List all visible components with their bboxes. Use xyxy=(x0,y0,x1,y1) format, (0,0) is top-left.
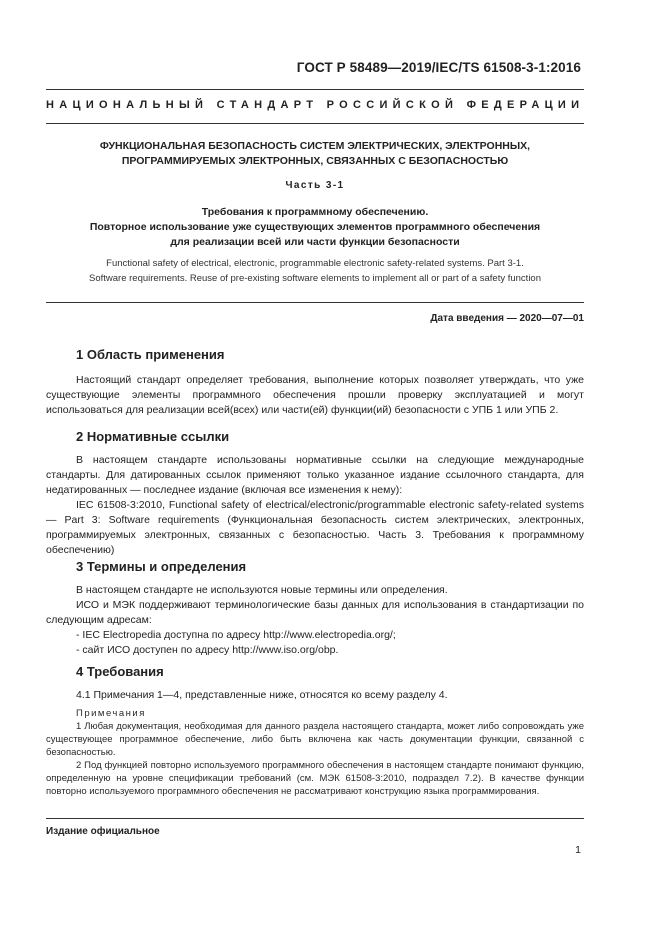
document-title xyxy=(46,139,584,169)
note-2: 2 Под функцией повторно используемого программного обеспечения в настоящем стандарте понимают функцию, определенную на уровне спецификации требований (см. МЭК 61508-3:2010, подраздел 7.2). В качестве функции повторно используемого программного обеспечения не рассматривают конструкцию языка программирования. xyxy=(46,760,584,797)
official-edition-label: Издание официальное xyxy=(46,826,160,837)
english-title-line-2: Software requirements. Reuse of pre-existing software elements to implement all or part of a safety function xyxy=(89,273,541,284)
notes-title: Примечания xyxy=(76,708,146,719)
header-rule-top xyxy=(46,89,584,90)
page-number: 1 xyxy=(575,844,581,856)
section-3-text xyxy=(46,583,584,658)
introduction-date: Дата введения — 2020—07—01 xyxy=(430,313,584,324)
document-subtitle xyxy=(46,205,584,250)
note-1: 1 Любая документация, необходимая для данного раздела настоящего стандарта, может либо сопровождать уже существующее программное обеспечение, либо быть включена как часть документации функции, связанной с безопасностью. xyxy=(46,721,584,758)
national-standard-banner: НАЦИОНАЛЬНЫЙ СТАНДАРТ РОССИЙСКОЙ ФЕДЕРАЦИИ xyxy=(46,99,585,111)
part-label: Часть 3-1 xyxy=(285,180,345,191)
section-1-paragraph: Настоящий стандарт определяет требования, выполнение которых позволяет утверждать, что уже существующие элементы программного обеспечения прошли проверку эксплуатацией и могут использоваться для реализации всей(всех) или части(ей) функции(ий) безопасности с УПБ 1 или УПБ 2. xyxy=(46,374,584,416)
english-title-line-1: Functional safety of electrical, electronic, programmable electronic safety-related systems. Part 3-1. xyxy=(106,258,524,269)
title-rule xyxy=(46,302,584,303)
section-3-paragraph-2: ИСО и МЭК поддерживают терминологические базы данных для использования в стандартизации по следующим адресам: xyxy=(46,599,584,626)
section-1-text xyxy=(46,373,584,418)
standard-number: ГОСТ Р 58489—2019/IEC/TS 61508-3-1:2016 xyxy=(296,60,581,75)
bullet-iso-obp: - сайт ИСО доступен по адресу http://www.iso.org/obp. xyxy=(76,644,339,656)
section-4-text xyxy=(46,688,584,703)
section-2-heading: 2 Нормативные ссылки xyxy=(76,429,230,444)
subtitle-line-1: Требования к программному обеспечению. xyxy=(201,206,429,218)
footer-rule xyxy=(46,818,584,819)
notes-block xyxy=(46,707,584,798)
section-3-paragraph-1: В настоящем стандарте не используются новые термины или определения. xyxy=(76,584,448,596)
section-2-text xyxy=(46,453,584,558)
subtitle-line-3: для реализации всей или части функции безопасности xyxy=(170,236,460,248)
title-line-1: ФУНКЦИОНАЛЬНАЯ БЕЗОПАСНОСТЬ СИСТЕМ ЭЛЕКТРИЧЕСКИХ, ЭЛЕКТРОННЫХ, xyxy=(99,140,531,152)
subtitle-line-2: Повторное использование уже существующих элементов программного обеспечения xyxy=(89,221,541,233)
section-2-paragraph-2: IEC 61508-3:2010, Functional safety of electrical/electronic/programmable electronic safety-related systems — Part 3: Software requirements (Функциональная безопасность систем электрических, электронных, программируемых электронных, связанных с безопасностью. Часть 3. Требования к программному обеспечению) xyxy=(46,499,584,556)
section-4-paragraph-1: 4.1 Примечания 1—4, представленные ниже, относятся ко всему разделу 4. xyxy=(76,689,448,701)
bullet-electropedia: - IEC Electropedia доступна по адресу http://www.electropedia.org/; xyxy=(76,629,396,641)
section-4-heading: 4 Требования xyxy=(76,664,164,679)
header-rule-bottom xyxy=(46,123,584,124)
section-1-heading: 1 Область применения xyxy=(76,347,225,362)
english-title xyxy=(46,256,584,286)
section-3-heading: 3 Термины и определения xyxy=(76,559,247,574)
title-line-2: ПРОГРАММИРУЕМЫХ ЭЛЕКТРОННЫХ, СВЯЗАННЫХ С БЕЗОПАСНОСТЬЮ xyxy=(121,155,509,167)
section-2-paragraph-1: В настоящем стандарте использованы нормативные ссылки на следующие международные стандарты. Для датированных ссылок применяют только указанное издание ссылочного стандарта, для недатированных — последнее издание (включая все изменения к нему): xyxy=(46,454,584,496)
